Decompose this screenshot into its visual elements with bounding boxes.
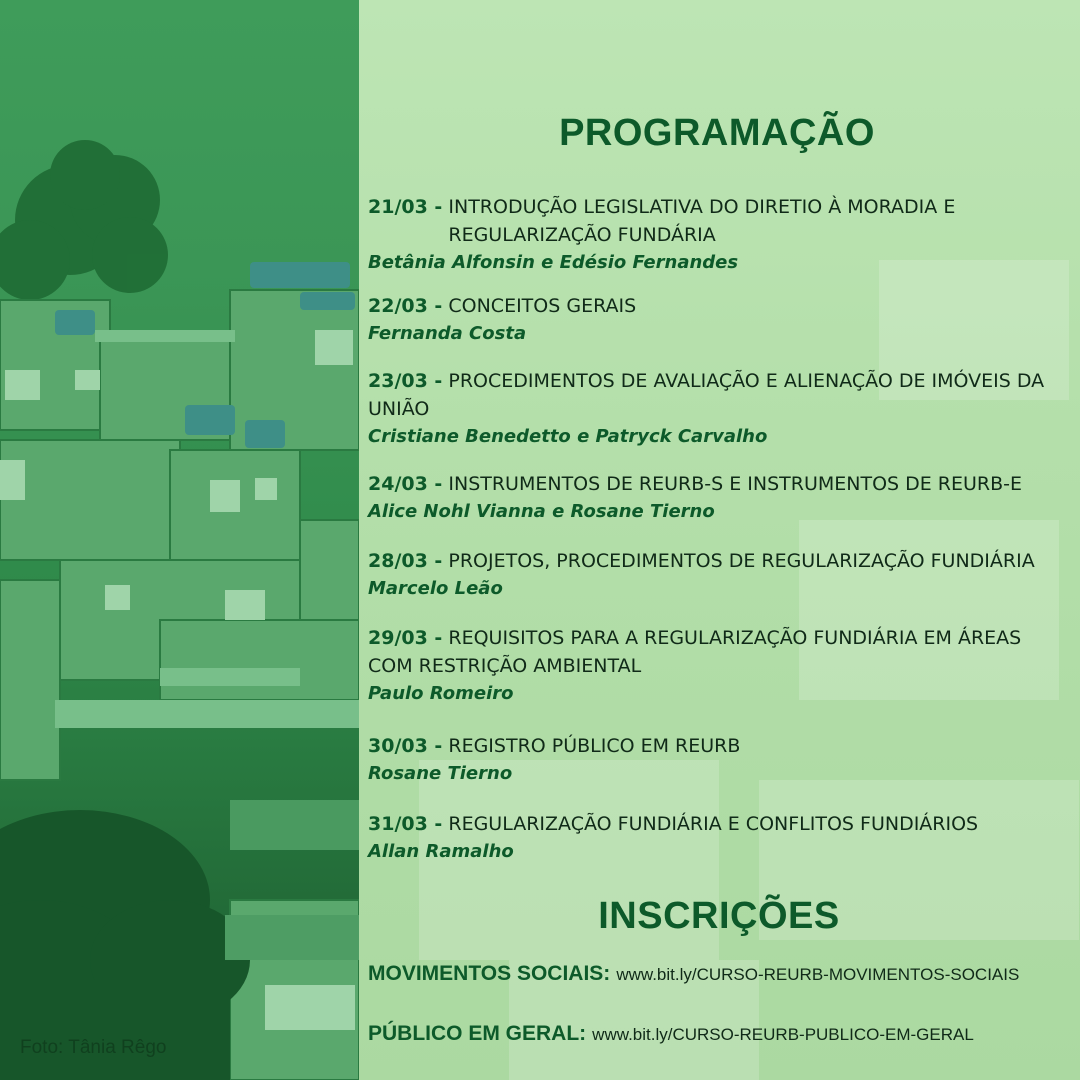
schedule-topic: INSTRUMENTOS DE REURB-S E INSTRUMENTOS DE REURB-E [448, 473, 1023, 495]
schedule-date: 28/03 - [368, 550, 443, 572]
schedule-topic: CONCEITOS GERAIS [448, 295, 637, 317]
schedule-item-2903 [368, 624, 1068, 708]
schedule-item-3003 [368, 732, 1068, 788]
schedule-topic: REQUISITOS PARA A REGULARIZAÇÃO FUNDIÁRIA EM ÁREAS COM RESTRIÇÃO AMBIENTAL [368, 627, 1022, 677]
schedule-speaker: Cristiane Benedetto e Patryck Carvalho [368, 426, 768, 447]
registration-link-movimentos[interactable]: www.bit.ly/CURSO-REURB-MOVIMENTOS-SOCIAIS [616, 965, 1020, 984]
programacao-title: PROGRAMAÇÃO [559, 112, 875, 154]
schedule-date: 22/03 - [368, 295, 443, 317]
registration-link-publico[interactable]: www.bit.ly/CURSO-REURB-PUBLICO-EM-GERAL [592, 1025, 974, 1044]
schedule-topic: REGISTRO PÚBLICO EM REURB [448, 735, 741, 757]
schedule-item-2103 [368, 193, 1068, 277]
registration-label: MOVIMENTOS SOCIAIS: [368, 962, 611, 985]
schedule-speaker: Betânia Alfonsin e Edésio Fernandes [368, 252, 739, 273]
schedule-item-2403 [368, 470, 1068, 526]
schedule-speaker: Marcelo Leão [368, 578, 503, 599]
schedule-date: 21/03 - [368, 196, 443, 218]
favela-illustration [0, 0, 359, 1080]
inscricoes-title: INSCRIÇÕES [598, 895, 840, 937]
schedule-date: 24/03 - [368, 473, 443, 495]
schedule-date: 31/03 - [368, 813, 443, 835]
registration-label: PÚBLICO EM GERAL: [368, 1022, 587, 1045]
schedule-speaker: Paulo Romeiro [368, 683, 514, 704]
registration-publico [368, 1022, 1080, 1046]
schedule-topic: PROJETOS, PROCEDIMENTOS DE REGULARIZAÇÃO FUNDIÁRIA [448, 550, 1035, 572]
schedule-item-2203 [368, 292, 1068, 348]
schedule-item-2303 [368, 367, 1068, 451]
schedule-date: 30/03 - [368, 735, 443, 757]
schedule-item-2803 [368, 547, 1068, 603]
schedule-topic: REGULARIZAÇÃO FUNDIÁRIA E CONFLITOS FUNDIÁRIOS [448, 813, 979, 835]
background-photo [0, 0, 359, 1080]
schedule-date: 23/03 - [368, 370, 443, 392]
schedule-topic: PROCEDIMENTOS DE AVALIAÇÃO E ALIENAÇÃO DE IMÓVEIS DA UNIÃO [368, 370, 1045, 420]
schedule-speaker: Alice Nohl Vianna e Rosane Tierno [368, 501, 715, 522]
photo-credit: Foto: Tânia Rêgo [20, 1037, 167, 1058]
schedule-speaker: Rosane Tierno [368, 763, 513, 784]
registration-movimentos [368, 962, 1080, 986]
schedule-date: 29/03 - [368, 627, 443, 649]
schedule-item-3103 [368, 810, 1068, 866]
schedule-speaker: Fernanda Costa [368, 323, 527, 344]
schedule-speaker: Allan Ramalho [368, 841, 514, 862]
schedule-topic: INTRODUÇÃO LEGISLATIVA DO DIRETIO À MORADIA E REGULARIZAÇÃO FUNDÁRIA [448, 196, 956, 246]
